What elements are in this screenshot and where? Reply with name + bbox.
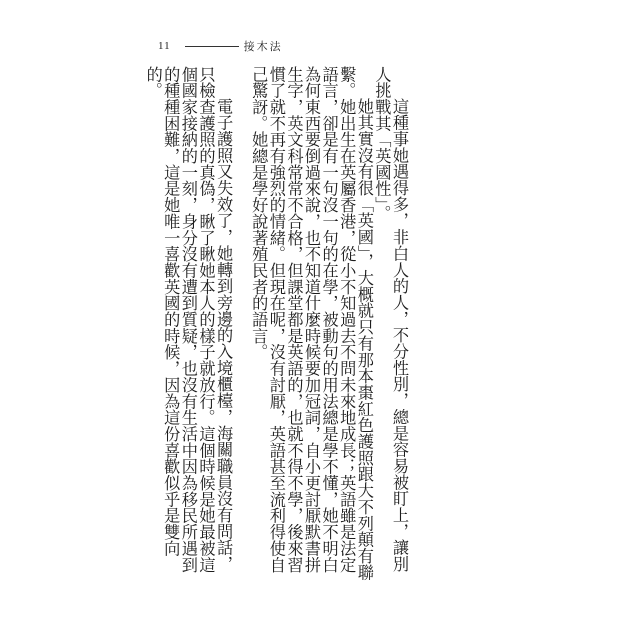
chapter-title: 接木法 bbox=[243, 41, 283, 53]
body-text bbox=[143, 66, 409, 586]
paragraph-3: 電子護照又失效了，她轉到旁邊的入境櫃檯，海關職員沒有問話，只檢查護照的真偽，瞅了瞅她本人的樣子就放行。這個時候是她最被這個國家接納的一刻，身分沒有遭到質疑，也沒有生活中因為移民所遇到的種種困難，這是她唯一喜歡英國的時候，因為這份喜歡似乎是雙向的。 bbox=[143, 66, 234, 573]
running-header bbox=[158, 38, 283, 54]
page-number: 11 bbox=[158, 40, 171, 52]
header-rule bbox=[185, 46, 239, 47]
paragraph-2: 她其實沒有很「英國」，大概就只有那本棗紅色護照跟大不列顛有聯繫。她出生在英屬香港，從小不知過去不問未來地成長；英語雖是法定語言，卻是有一句沒一句的在學，被動句的用法總是學不懂，她不明白為何東西要倒過來說，也不知道什麼時候要加冠詞，自小更討厭默書拼生字，英文科常常不合格，但課堂都是英語的，也就不得不學，後來習慣了就不再有強烈的情緒。但現在呢，沒有討厭，英語甚至流利得使自己驚訝。她總是學好說著殖民者的語言。 bbox=[249, 66, 374, 581]
paragraph-1: 這種事她遇得多，非白人的人，不分性別，總是容易被盯上，讓別人挑戰其「英國性」。 bbox=[372, 66, 409, 573]
